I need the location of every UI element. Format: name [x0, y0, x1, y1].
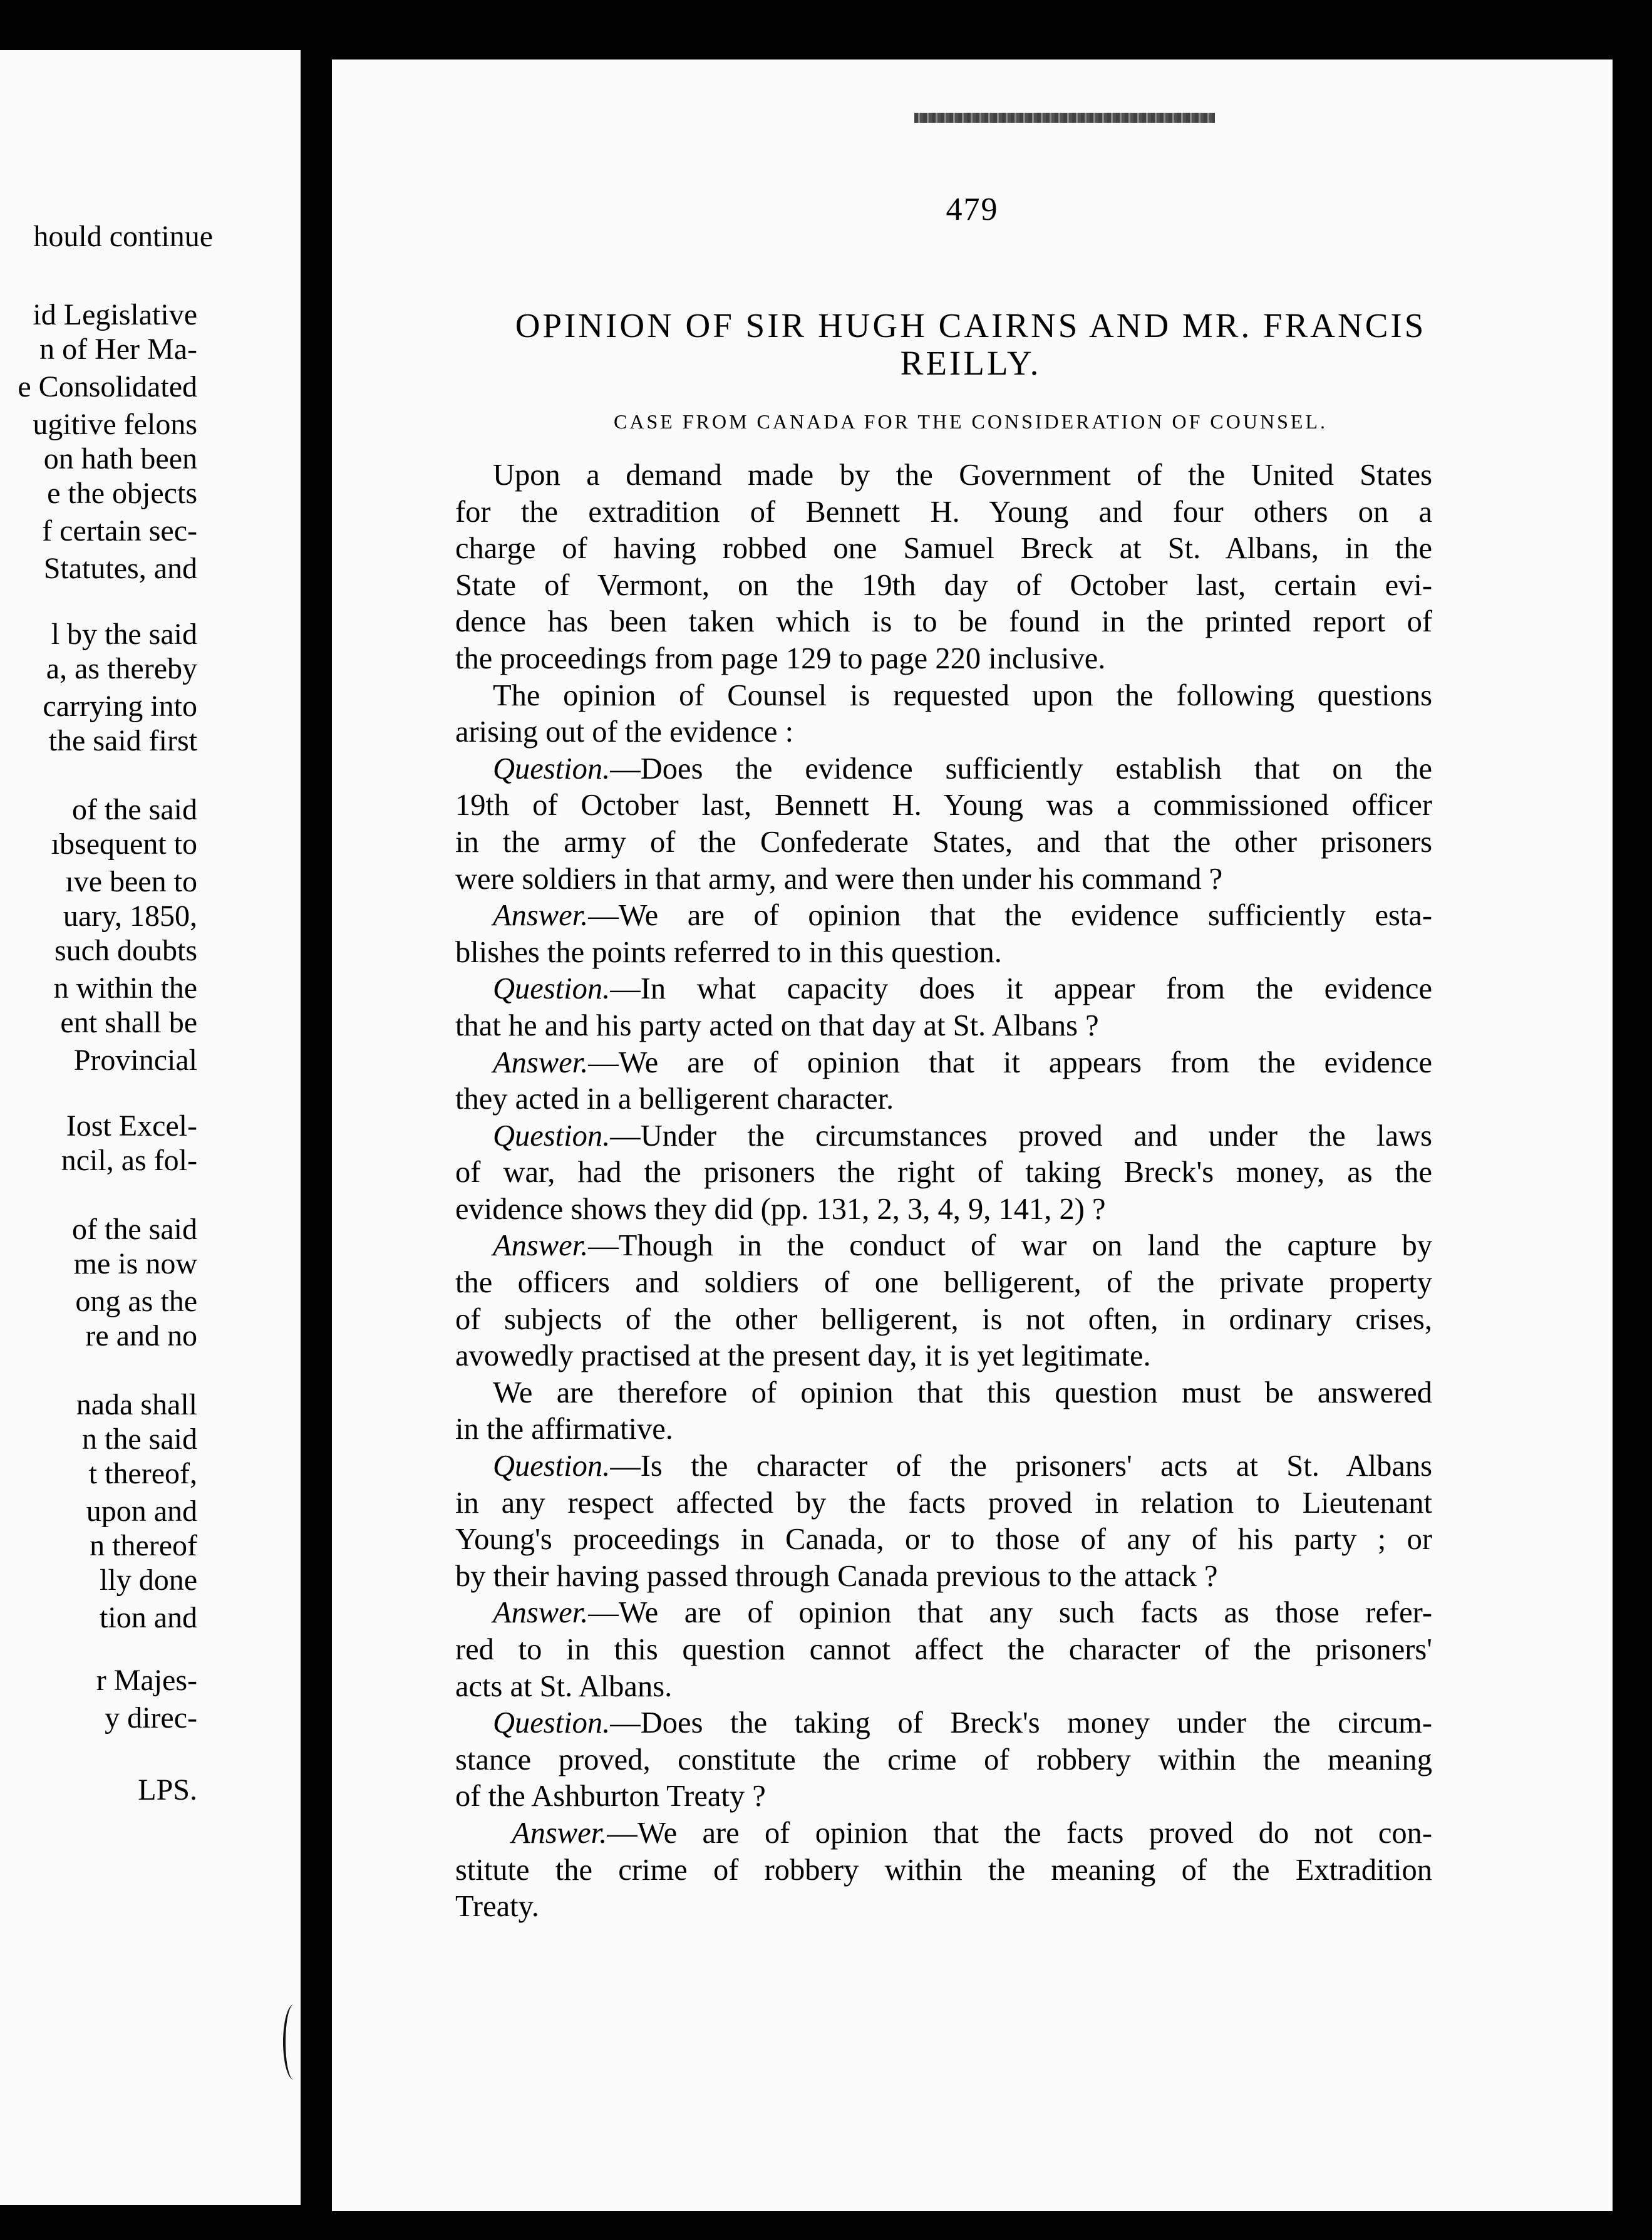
body-line-text: the officers and soldiers of one belligerent, of the private property — [455, 1266, 1432, 1300]
page-title — [451, 307, 1490, 382]
facing-page-line: l by the said — [51, 618, 197, 651]
body-line-text: for the extradition of Bennett H. Young and four others on a — [455, 495, 1432, 529]
body-line — [455, 1522, 1432, 1558]
binding-strip — [914, 113, 1215, 123]
body-line-text: acts at St. Albans. — [455, 1669, 673, 1703]
facing-page-line: ıbsequent to — [51, 827, 197, 861]
facing-page-line: ong as the — [75, 1285, 197, 1318]
body-line — [455, 1669, 1432, 1706]
body-line — [455, 1118, 1432, 1155]
body-line — [455, 824, 1432, 861]
title-line-1: OPINION OF SIR HUGH CAIRNS AND MR. FRANCIS — [515, 306, 1427, 345]
body-line — [455, 787, 1432, 824]
speaker-label: Question. — [493, 752, 611, 786]
title-line-2: REILLY. — [900, 344, 1041, 382]
body-line — [455, 935, 1432, 972]
body-line — [455, 1632, 1432, 1669]
body-line-text: —Under the circumstances proved and under the laws — [610, 1119, 1432, 1153]
body-line-text: 19th of October last, Bennett H. Young was a commissioned officer — [455, 789, 1432, 822]
facing-page-line: me is now — [73, 1247, 197, 1280]
body-line-text: —In what capacity does it appear from the evidence — [610, 972, 1432, 1006]
body-line-text: —Does the taking of Breck's money under the circum- — [610, 1706, 1432, 1740]
body-line-text: by their having passed through Canada previous to the attack ? — [455, 1559, 1218, 1593]
body-line — [455, 1191, 1432, 1228]
body-line-text: Upon a demand made by the Government of the United States — [493, 459, 1432, 492]
facing-page-line: on hath been — [43, 442, 197, 475]
body-line — [455, 898, 1432, 935]
body-line — [455, 1815, 1432, 1852]
facing-page-line: re and no — [85, 1319, 197, 1352]
body-line-text: —We are of opinion that any such facts as those refer- — [588, 1596, 1432, 1630]
facing-page-line: carrying into — [43, 690, 197, 723]
body-line-text: —Is the character of the prisoners' acts at St. Albans — [610, 1449, 1432, 1483]
body-line — [455, 1705, 1432, 1742]
body-line-text: The opinion of Counsel is requested upon the following questions — [493, 678, 1432, 712]
speaker-label: Answer. — [493, 1596, 589, 1630]
speaker-label: Question. — [493, 1119, 611, 1153]
body-line-text: —Though in the conduct of war on land the capture by — [588, 1229, 1432, 1263]
body-line-text: avowedly practised at the present day, it is yet legitimate. — [455, 1339, 1151, 1373]
body-line-text: were soldiers in that army, and were then under his command ? — [455, 862, 1223, 896]
facing-page-line: f certain sec- — [42, 514, 197, 547]
body-line — [455, 1045, 1432, 1082]
facing-page-line: n within the — [53, 972, 197, 1005]
body-line-text: stance proved, constitute the crime of robbery within the meaning — [455, 1743, 1432, 1776]
body-line-text: dence has been taken which is to be found in the printed report of — [455, 605, 1432, 639]
body-line — [455, 1889, 1432, 1926]
facing-page-line: such doubts — [54, 934, 197, 967]
body-line — [455, 1375, 1432, 1412]
facing-page-line: hould continue — [33, 220, 213, 253]
facing-page-line: upon and — [86, 1495, 197, 1528]
body-line — [455, 604, 1432, 641]
speaker-label: Answer. — [493, 1229, 589, 1263]
facing-page-line: id Legislative — [33, 298, 197, 331]
body-line — [455, 1485, 1432, 1522]
body-line-text: —Does the evidence sufficiently establish that on the — [610, 752, 1432, 786]
body-line — [455, 1852, 1432, 1889]
page-gutter — [301, 0, 332, 2240]
facing-page-line: the said first — [48, 724, 197, 757]
body-line — [455, 1742, 1432, 1779]
body-line-text: in any respect affected by the facts proved in relation to Lieutenant — [455, 1486, 1432, 1520]
facing-page-line: n thereof — [90, 1529, 197, 1562]
body-line-text: Young's proceedings in Canada, or to those of any of his party ; or — [455, 1523, 1432, 1557]
body-line-text: the proceedings from page 129 to page 220 inclusive. — [455, 641, 1106, 675]
body-line — [455, 1338, 1432, 1375]
facing-page-line: e the objects — [47, 477, 197, 510]
body-line — [455, 678, 1432, 715]
body-line-text: —We are of opinion that the evidence sufficiently esta- — [588, 899, 1432, 933]
page-number: 479 — [946, 192, 999, 227]
facing-page-line: r Majes- — [96, 1664, 197, 1697]
body-line-text: Treaty. — [455, 1890, 539, 1924]
facing-page-line: LPS. — [138, 1773, 197, 1807]
facing-page-line: Iost Excel- — [66, 1109, 197, 1143]
body-line-text: of subjects of the other belligerent, is not often, in ordinary crises, — [455, 1302, 1432, 1336]
speaker-label: Question. — [493, 972, 611, 1006]
body-line-text: in the affirmative. — [455, 1413, 673, 1446]
body-line — [455, 1081, 1432, 1118]
body-line — [455, 1778, 1432, 1815]
facing-page-line: of the said — [72, 1213, 197, 1246]
body-line-text: in the army of the Confederate States, and that the other prisoners — [455, 825, 1432, 859]
body-line — [455, 1448, 1432, 1485]
facing-page-line: lly done — [100, 1563, 197, 1597]
speaker-label: Question. — [493, 1706, 611, 1740]
body-line-text: of war, had the prisoners the right of taking Breck's money, as the — [455, 1156, 1432, 1190]
body-line — [455, 641, 1432, 678]
facing-page-line: t thereof, — [88, 1457, 197, 1490]
body-line — [455, 1558, 1432, 1595]
section-heading: CASE FROM CANADA FOR THE CONSIDERATION OF COUNSEL. — [614, 410, 1328, 433]
body-line-text: arising out of the evidence : — [455, 715, 794, 749]
facing-page-line: Statutes, and — [43, 552, 197, 585]
body-line — [455, 568, 1432, 604]
body-line — [455, 1411, 1432, 1448]
facing-page-line: ıve been to — [65, 865, 197, 898]
binding-mark — [283, 2004, 304, 2080]
body-line — [455, 494, 1432, 531]
body-line — [455, 1302, 1432, 1339]
body-line — [455, 1154, 1432, 1191]
facing-page-line: a, as thereby — [46, 652, 197, 685]
facing-page-line: of the said — [72, 793, 197, 826]
document-page — [332, 60, 1613, 2211]
facing-page-line: ent shall be — [60, 1006, 197, 1039]
facing-page-line: ncil, as fol- — [61, 1144, 197, 1177]
speaker-label: Answer. — [493, 1045, 589, 1079]
facing-page-line: n the said — [82, 1423, 197, 1456]
body-line — [455, 971, 1432, 1008]
facing-page-line: uary, 1850, — [63, 900, 197, 933]
facing-page-line: tion and — [100, 1601, 197, 1634]
body-line-text: We are therefore of opinion that this question must be answered — [493, 1376, 1432, 1409]
facing-page-fragment — [0, 50, 301, 2205]
body-line — [455, 1008, 1432, 1045]
body-line-text: they acted in a belligerent character. — [455, 1082, 894, 1116]
body-line-text: —We are of opinion that the facts proved do not con- — [607, 1816, 1432, 1850]
facing-page-line: nada shall — [76, 1388, 197, 1421]
facing-page-line: e Consolidated — [18, 370, 197, 403]
facing-page-line: n of Her Ma- — [39, 333, 197, 366]
body-line-text: —We are of opinion that it appears from the evidence — [588, 1045, 1432, 1079]
facing-page-line: ugitive felons — [33, 408, 197, 441]
facing-page-line: Provincial — [73, 1044, 197, 1077]
body-line — [455, 1228, 1432, 1265]
body-line — [455, 1595, 1432, 1632]
body-line-text: red to in this question cannot affect the character of the prisoners' — [455, 1633, 1432, 1666]
body-line-text: that he and his party acted on that day at St. Albans ? — [455, 1009, 1099, 1042]
body-line-text: State of Vermont, on the 19th day of October last, certain evi- — [455, 568, 1432, 602]
body-line-text: stitute the crime of robbery within the meaning of the Extradition — [455, 1853, 1432, 1887]
body-line — [455, 714, 1432, 751]
body-line — [455, 457, 1432, 494]
body-line — [455, 751, 1432, 788]
body-line-text: of the Ashburton Treaty ? — [455, 1780, 766, 1813]
body-line-text: evidence shows they did (pp. 131, 2, 3, 4, 9, 141, 2) ? — [455, 1192, 1106, 1226]
speaker-label: Answer. — [512, 1816, 607, 1850]
body-line — [455, 861, 1432, 898]
body-text — [455, 457, 1432, 1926]
body-line — [455, 531, 1432, 568]
body-line-text: blishes the points referred to in this question. — [455, 935, 1002, 969]
speaker-label: Answer. — [493, 899, 589, 933]
speaker-label: Question. — [493, 1449, 611, 1483]
facing-page-line: y direc- — [105, 1701, 197, 1734]
body-line — [455, 1265, 1432, 1302]
body-line-text: charge of having robbed one Samuel Breck at St. Albans, in the — [455, 532, 1432, 566]
